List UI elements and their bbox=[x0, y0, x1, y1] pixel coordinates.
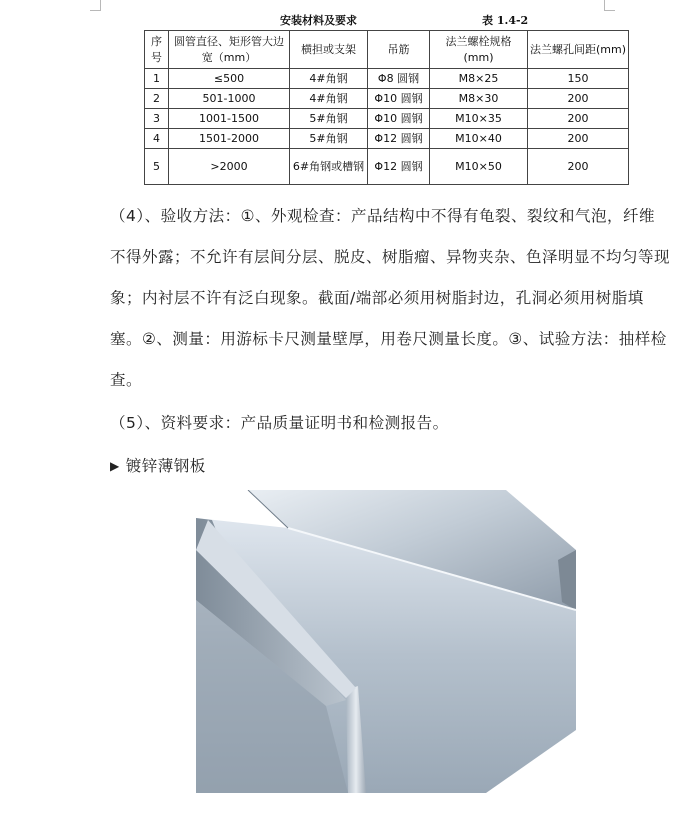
table-cell: 200 bbox=[528, 129, 629, 149]
header-cell: 吊筋 bbox=[368, 31, 430, 69]
section-heading bbox=[110, 446, 206, 488]
table-cell: 2 bbox=[145, 89, 169, 109]
table-cell: Φ8 圆钢 bbox=[368, 69, 430, 89]
header-cell: 序号 bbox=[145, 31, 169, 69]
header-cell: 圆管直径、矩形管大边宽（mm） bbox=[169, 31, 290, 69]
table-cell: 1 bbox=[145, 69, 169, 89]
table-cell: >2000 bbox=[169, 149, 290, 185]
table-header-row bbox=[145, 31, 629, 69]
table-cell: M8×25 bbox=[430, 69, 528, 89]
table-cell: 6#角钢或槽钢 bbox=[290, 149, 368, 185]
table-cell: 150 bbox=[528, 69, 629, 89]
table-cell: M10×50 bbox=[430, 149, 528, 185]
table-cell: 5#角钢 bbox=[290, 129, 368, 149]
table-cell: 501-1000 bbox=[169, 89, 290, 109]
table-row bbox=[145, 89, 629, 109]
table-cell: M10×40 bbox=[430, 129, 528, 149]
table-row bbox=[145, 129, 629, 149]
table-row bbox=[145, 109, 629, 129]
table-title: 安装材料及要求 bbox=[280, 14, 357, 27]
table-cell: 4 bbox=[145, 129, 169, 149]
paragraph-acceptance-method: （4）、验收方法：①、外观检查：产品结构中不得有龟裂、裂纹和气泡，纤维不得外露；不允许有层间分层、脱皮、树脂瘤、异物夹杂、色泽明显不均匀等现象；内衬层不许有泛白现象。截面/端部必须用树脂封边，孔洞必须用树脂填塞。②、测量：用游标卡尺测量壁厚，用卷尺测量长度。③、试验方法：抽样检查。 bbox=[110, 207, 671, 389]
page-corner-mark-left bbox=[90, 0, 101, 11]
header-cell: 横担或支架 bbox=[290, 31, 368, 69]
materials-table bbox=[144, 30, 629, 185]
table-cell: 5#角钢 bbox=[290, 109, 368, 129]
galvanized-steel-channel-photo bbox=[196, 490, 576, 793]
table-cell: Φ10 圆钢 bbox=[368, 89, 430, 109]
table-cell: Φ10 圆钢 bbox=[368, 109, 430, 129]
table-cell: ≤500 bbox=[169, 69, 290, 89]
paragraph-document-requirements: （5）、资料要求：产品质量证明书和检测报告。 bbox=[110, 414, 449, 432]
table-cell: 5 bbox=[145, 149, 169, 185]
table-cell: Φ12 圆钢 bbox=[368, 129, 430, 149]
table-caption bbox=[144, 12, 628, 28]
table-number: 表 1.4-2 bbox=[482, 14, 529, 27]
header-cell: 法兰螺孔间距(mm) bbox=[528, 31, 629, 69]
table-row bbox=[145, 69, 629, 89]
page-corner-mark-right bbox=[604, 0, 615, 11]
table-cell: 3 bbox=[145, 109, 169, 129]
header-cell: 法兰螺栓规格(mm) bbox=[430, 31, 528, 69]
table-cell: 4#角钢 bbox=[290, 89, 368, 109]
table-cell: Φ12 圆钢 bbox=[368, 149, 430, 185]
table-cell: M10×35 bbox=[430, 109, 528, 129]
table-cell: 200 bbox=[528, 89, 629, 109]
table-cell: 1001-1500 bbox=[169, 109, 290, 129]
table-cell: 200 bbox=[528, 149, 629, 185]
triangle-right-icon: ▶ bbox=[110, 459, 120, 473]
table-cell: M8×30 bbox=[430, 89, 528, 109]
section-heading-text: 镀锌薄钢板 bbox=[125, 457, 206, 475]
table-cell: 200 bbox=[528, 109, 629, 129]
table-row bbox=[145, 149, 629, 185]
table-cell: 4#角钢 bbox=[290, 69, 368, 89]
table-cell: 1501-2000 bbox=[169, 129, 290, 149]
